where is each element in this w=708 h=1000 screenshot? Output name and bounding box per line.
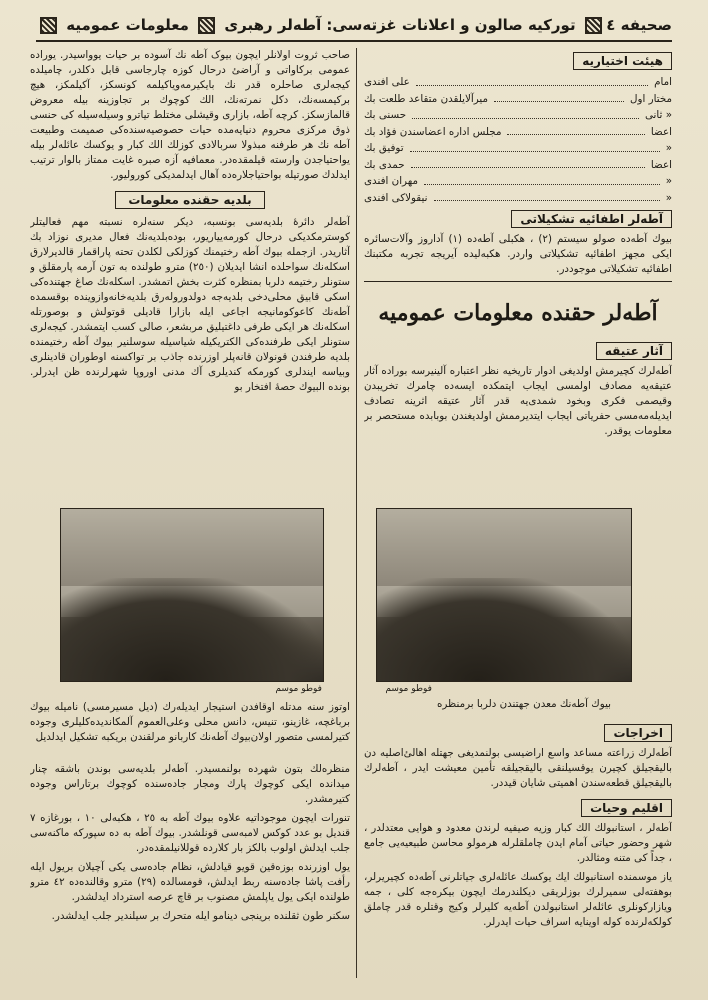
section-heading-council: هیئت اختیاریه: [573, 52, 672, 70]
roster-name: توفیق بك: [364, 142, 404, 154]
roster-role: اعضا: [650, 125, 672, 138]
roster-role: «: [665, 191, 672, 204]
section-heading-climate: اقلیم وحیات: [581, 799, 672, 817]
page-number: [606, 16, 672, 34]
roster-name: مهران افندی: [364, 175, 418, 187]
page-header: [36, 10, 672, 42]
photo-caption-left: اوتوز سنه مدتله اوقافدن استیجار ایدیله‌رك (دیل مسیرمسی) نامیله بیوك برباغچه، غازینو، تنیس، دانس محلی وعلی‌العموم آلمکاندیده‌کلیلری وجوده کتیرلمسی متصور اولان‌بیوك آطه‌نك کاربانو مرلقندن بریکبه تشکیل ایدلدیل: [30, 701, 350, 743]
page-number-label: صحیفه ٤: [606, 16, 672, 34]
roster-name: حمدی بك: [364, 158, 405, 171]
roster-row: [364, 107, 672, 124]
section-heading-fire: آطه‌لر اطفائیه تشکیلاتی: [511, 210, 672, 228]
photo-dil-promenade: [60, 508, 324, 682]
roster-row: [364, 74, 672, 91]
body-paragraph: تنورات ایچون موجوداتیه علاوه‌ بیوك آطه‌ به ٢٥ ، هکبه‌لی ١٠ ، بورغازه ٧ قندیل‌ بو عدد کوکس لامبه‌سی قونلشدر. بیوك آطه به ده سپورکه ماکنه‌سی جلب ایدلش اولوب بالکز بار کلارده قوللانیلمقده‌در.: [30, 812, 350, 854]
photo-credit-right: فوطو موسم: [385, 684, 432, 694]
council-roster: [364, 74, 672, 206]
roster-row: [364, 124, 672, 141]
header-title-text: تورکیه صالون و اعلانات غزته‌سی: آطه‌لر رهبری: [224, 16, 576, 34]
fire-paragraph: بیوك آطه‌ده صولو سیستم (٢) ، هکبلی آطه‌ده (١) آداروز وآلات‌سائره ایکی مجهز اطفائیه تشکیلاتی واردر. هکبه‌لیده آیریجه تجربه مکتبنك اطفائیه تشکیلاتی موجوددر.: [364, 233, 672, 275]
section-heading-exports: اخراجات: [604, 724, 672, 742]
roster-role: «: [665, 142, 672, 154]
body-paragraph: سکنر طون ثقلنده برینجی دینامو ایله متحرك بر سیلندیر جلب ایدلشدر.: [51, 910, 350, 922]
body-paragraph: صاحب ثروت اولانلر ایچون بیوک آطه‌ نك آسوده بر حیات یوواسیدر. یوراده عمومی برکاواتی و آراضئ درحال کوزه چارجاسی قابل دکلدر، چامیلده کیجه‌لری صاحلره قدر نك بایکیرمه‌ویاکیلمه کونسکز، آکیلمکز، هیچ برکیمسه‌نك، دکل نمرته‌نك، الك کوچوك بر تجاوزینه بیله معروض قالمازسکز. کرچه آطه، بازاری وقیشلی مختلط تیاترو وسیله‌سیله کی حنسی ذوق مرکزی محروم دنیایه‌مده حیات حصوصیه‌سنده‌کی صمیمت وطبیعت آطه‌ نك هر طرفنه مبذولا سربالادی کوزلك الك کبار و یوکسك عائله‌لر بیله یواحتیاجدن وارسته قیلمقده‌در. معمافیه آزه صبره غایت ممتاز بالوار ترتیب ایدلدك صورتیله بواحتیاجلاره‌ده آهال ایدلمدیکی کورولیور.: [30, 49, 350, 181]
roster-role: مختار اول: [630, 92, 672, 105]
exports-paragraph: آطه‌لرك زراعته مساعد واسع اراضیسی بولنمدیغی جهتله اهالئ‌اصلیه‌ دن بالیقجیلق کچیرن یوقسیلنقی بالیقجیلقه تأمین معیشت ایدر ، آطه‌لرك بالیقجیلق قطعه‌سندن اهمیتی شایان قیددر.: [364, 747, 672, 789]
climate-paragraph: آطه‌لر ، استانبولك الك کبار وزیه صیفیه‌ لرندن معدود و هوایی معتدلدر ، شهر وحضور حیاتی آمام ایدن چاملقلرله هرمولو محاسن طبیعیه‌یی جامع ، جداً کی متنه ومثالدر.: [364, 822, 672, 864]
photo-caption-right: بیوك آطه‌نك معدن جهتندن دلربا برمنظره: [436, 698, 612, 710]
roster-role: اعضا: [650, 158, 672, 171]
ornament-icon: [40, 17, 57, 34]
roster-role: امام: [654, 76, 672, 88]
body-paragraph: منظره‌لك بتون شهرده بولنمسیدر. آطه‌لر بلدیه‌سی بوندن باشقه چنار میدانده ایکی کوچوك پارك ومجار جاده‌سنده کوچوك برتاراس وجوده کتیرمشدر.: [30, 763, 350, 805]
roster-row: [364, 157, 672, 174]
section-heading-municipality: [30, 189, 350, 209]
column-divider: [356, 48, 357, 978]
roster-name: نیقولاکی افندی: [364, 191, 428, 204]
photo-buyukada-view: [376, 508, 632, 682]
roster-row: [364, 190, 672, 207]
section-heading-text: بلدیه حقنده معلومات: [115, 191, 264, 209]
body-paragraph: یول اوزرنده بوزه‌قین قویو قیادلش، نظام جاده‌سی یکی آچیلان بریول ایله رأفت پاشا جاده‌سنه ربط ایدلش، قومسالده (٢٩) مترو وقالنده‌ده ٤٢ مترو طولنده ایکی یول یاپلمش مصنوب بر قاچ عرصه استرداد ایدلشدر.: [30, 861, 350, 903]
right-column-bottom: [364, 720, 672, 990]
climate-paragraph-2: یاز موسمنده استانبولك ایك یوکسك عائله‌لری جیاتلرنی آطه‌ده کچیریرلر، بوهفته‌لی سمیرلرك بوزلریقی دیکلندرمك ایچون بیکره‌جه کلی ، جمه ویازارکونلری عائله‌لر استانبولدن آطه‌یه کلیرلر وکیج وقتلره قدر چاملق کولکه‌لرنده کوله اوینایه اسراف حیات ایدرلر.: [364, 871, 672, 928]
roster-row: [364, 140, 672, 157]
header-subtitle-text: معلومات عمومیه: [66, 16, 189, 34]
photo-caption-left-block: [30, 700, 350, 748]
photo-credit-left: فوطو موسم: [275, 684, 322, 694]
antiquities-paragraph: آطه‌لرك کچیرمش اولدیغی ادوار تاریخیه نظر اعتباره آلینیرسه بوراده آثار عتیقه‌یه مصادف اولمسی ایجاب ایتمکده ایسه‌ده چامرك تخریبدن وقیصمی فکری وبخود شمدی‌یه قدر آثار عتیقه اثرینه تصادف ایدیله‌مه‌مسی حفریاتی ایجاب ایتدیرممش اولدیغندن بوبابده مستحصر بر معلومات یوقدر.: [364, 365, 672, 437]
header-title: [36, 16, 606, 34]
right-column-top: [364, 48, 672, 498]
roster-row: [364, 91, 672, 108]
body-paragraph: آطه‌لر دائرهٔ بلدیه‌سی بونسبه، دیکر سنه‌لره نسبته مهم فعالیتلر کوسترمکدیکی درحال کورمه‌ییاریور، بوده‌بلدیه‌نك فعال مدیری نوزاد بك آثاریدر. ازجمله بیوك آطه رختیمنك کوزلکی لکلدن تحته پاراقمار قالدیرلارق اسکله‌نك سواحلده انشا ایدیلان (٢٥٠) مترو طولنده به‌ تون آرمه پارمقلق و ستونلر رختیمه دلربا بمنظره کثرت بخش اتمشدر. اسکله‌نك صاغ جهتنده‌کی اسکی قابیق محلی‌دخی بلدیه‌جه دولدوروله‌رق بلدیه‌خانه‌وازوینده بوقسمده آطه‌نك کاعوکومانیجه اجاعی ایله بازارا قادیلی قوتولش و بوصورتله اسکله‌نك هر ایکی طرفی داغتیلیق مربشعر، صالی کسب ایتمشدر. کیجه‌لری ستونلر ایکی طرفنده‌کی الکتریکیله شیاسیله سوسلنیر بیوك آطه رختیمنده بلدیه طرفندن قونولان قانه‌پلر اوزرنده جاذب بر تواکسنه اوطوران قادینلری وبیاسه ایندلری کورمکه کندیلری آك مدنی اوروپا شهرلرنده ظن ایدرلر. بونده البیوك حصهٔ افتخار بو: [30, 216, 350, 393]
roster-name: علی افندی: [364, 76, 410, 88]
section-heading-antiquities: آثار عتیقه: [596, 342, 672, 360]
roster-name: مجلس اداره اعضاسندن فؤاد بك: [364, 125, 502, 138]
section-divider: [364, 281, 672, 282]
roster-row: [364, 173, 672, 190]
roster-role: « ثانی: [644, 109, 672, 121]
roster-role: «: [665, 175, 672, 187]
ornament-icon: [585, 17, 602, 34]
roster-name: میرآلایلقدن متقاعد طلعت بك: [364, 92, 489, 105]
ornament-icon: [198, 17, 215, 34]
main-article-title: آطه‌لر حقنده معلومات عمومیه: [378, 300, 658, 326]
left-column-bottom: [30, 762, 350, 990]
roster-name: حسنی بك: [364, 109, 407, 121]
